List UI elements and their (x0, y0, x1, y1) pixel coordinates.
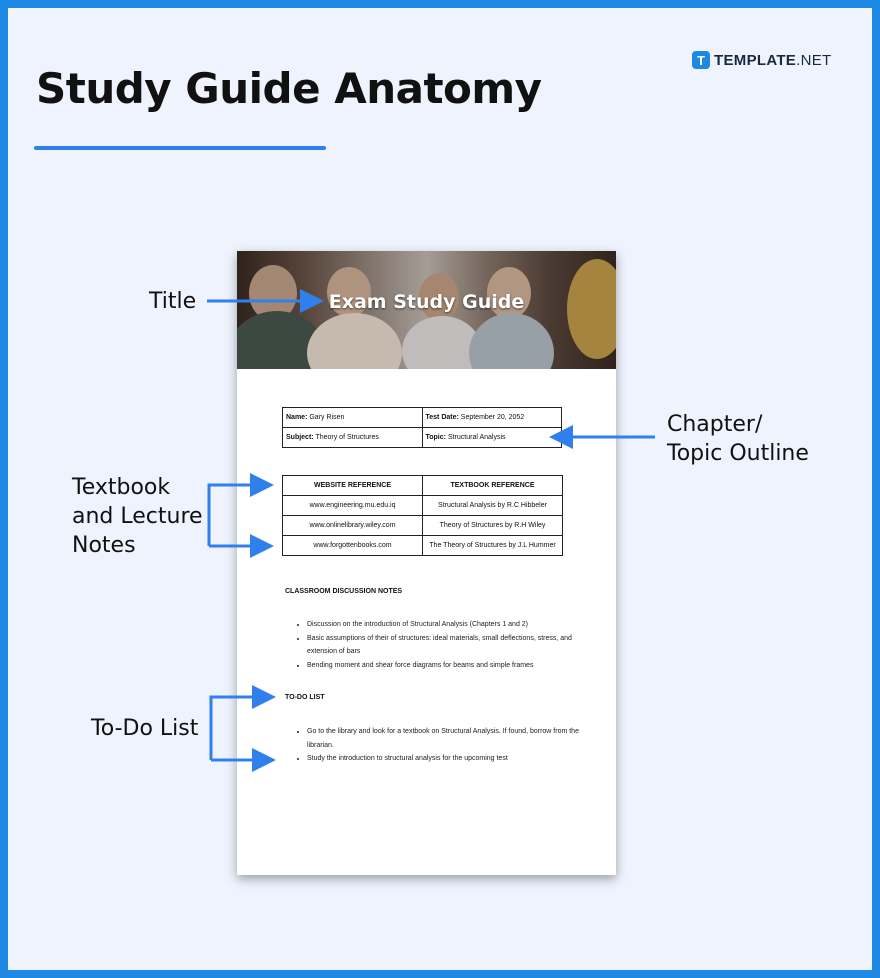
table-row (283, 496, 563, 516)
textbook-cell: Theory of Structures by R.H Wiley (423, 516, 563, 536)
topic-cell: Topic: Structural Analysis (422, 428, 562, 448)
info-table (282, 407, 562, 448)
study-guide-document (237, 251, 616, 875)
label-chapter-topic-outline: Chapter/ Topic Outline (667, 412, 809, 466)
todo-heading: TO-DO LIST (285, 694, 325, 701)
label-title: Title (149, 289, 197, 314)
textbook-cell: The Theory of Structures by J.L Hummer (423, 536, 563, 556)
list-item: • Discussion on the introduction of Structural Analysis (Chapters 1 and 2) (307, 618, 597, 632)
page-title: Study Guide Anatomy (36, 64, 542, 113)
test-date-cell: Test Date: September 20, 2052 (422, 408, 562, 428)
brand-name-main: TEMPLATE (714, 51, 797, 69)
website-cell: www.engineering.mu.edu.iq (283, 496, 423, 516)
references-table (282, 475, 563, 556)
label-textbook-lecture-notes: Textbook and Lecture Notes (72, 475, 203, 558)
list-item: • Go to the library and look for a textbook on Structural Analysis. If found, borrow from the librarian. (307, 725, 597, 752)
website-reference-header: WEBSITE REFERENCE (283, 476, 423, 496)
todo-list (285, 725, 597, 766)
list-item: • Basic assumptions of their of structures: ideal materials, small deflections, stress, and extension of bars (307, 632, 597, 659)
table-row (283, 516, 563, 536)
website-cell: www.onlinelibrary.wiley.com (283, 516, 423, 536)
title-underline (34, 146, 326, 150)
discussion-heading: CLASSROOM DISCUSSION NOTES (285, 588, 403, 595)
brand-name-suffix: .NET (796, 51, 832, 69)
list-item: • Bending moment and shear force diagrams for beams and simple frames (307, 659, 597, 673)
brand-logo (692, 50, 832, 70)
subject-cell: Subject: Theory of Structures (283, 428, 423, 448)
discussion-list (285, 618, 597, 672)
textbook-reference-header: TEXTBOOK REFERENCE (423, 476, 563, 496)
list-item: • Study the introduction to structural analysis for the upcoming test (307, 752, 597, 766)
label-todo-list: To-Do List (91, 716, 199, 741)
document-title: Exam Study Guide (328, 291, 525, 313)
name-cell: Name: Gary Risen (283, 408, 423, 428)
template-logo-icon: T (692, 51, 710, 69)
textbook-cell: Structural Analysis by R.C Hibbeler (423, 496, 563, 516)
website-cell: www.forgottenbooks.com (283, 536, 423, 556)
table-row (283, 536, 563, 556)
brand-name (714, 52, 832, 69)
